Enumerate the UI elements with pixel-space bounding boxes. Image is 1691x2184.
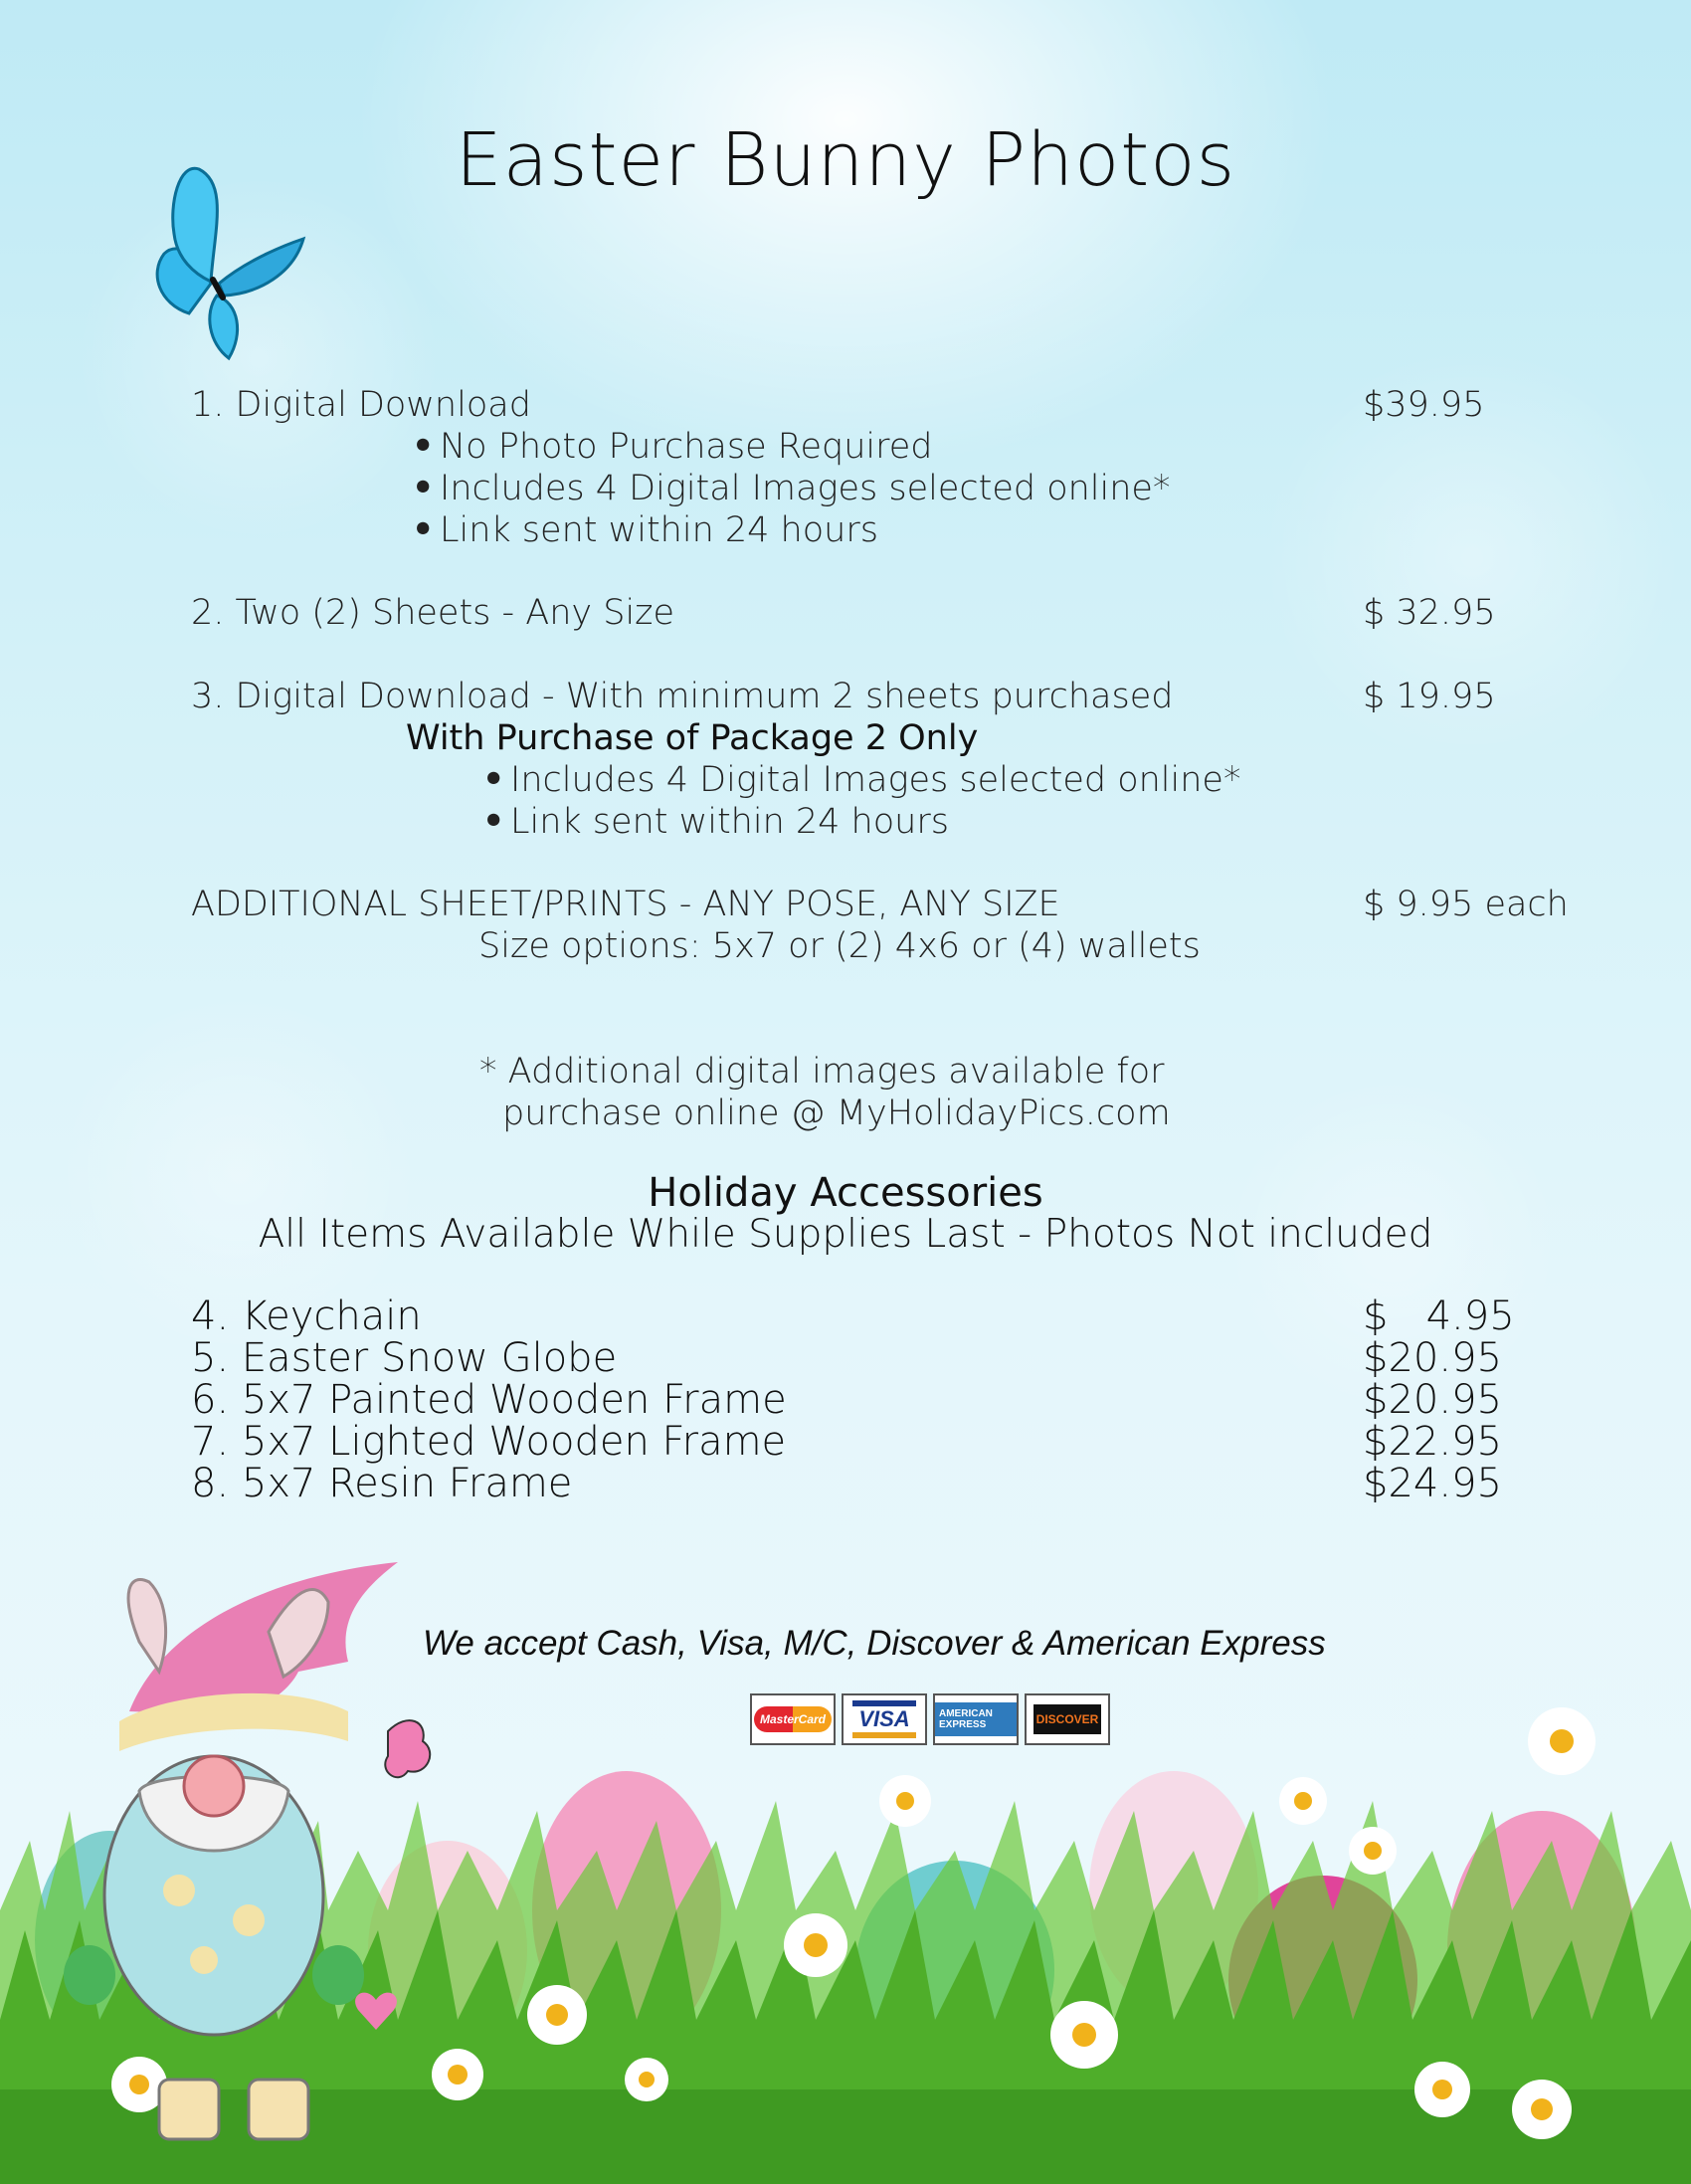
payment-accepted-text: We accept Cash, Visa, M/C, Discover & American Express (423, 1624, 1326, 1663)
package-1-bullet: • No Photo Purchase Required (412, 427, 933, 467)
package-3-bullet: • Includes 4 Digital Images selected online* (482, 760, 1240, 800)
additional-prints-title: ADDITIONAL SHEET/PRINTS - ANY POSE, ANY SIZE (191, 885, 1060, 924)
accessory-item: 6. 5x7 Painted Wooden Frame (191, 1377, 787, 1423)
accessory-price: $20.95 (1363, 1335, 1502, 1381)
additional-prints-price: $ 9.95 each (1363, 885, 1569, 924)
page-title: Easter Bunny Photos (455, 117, 1236, 203)
accessory-price: $22.95 (1363, 1419, 1502, 1465)
package-2-title: 2. Two (2) Sheets - Any Size (191, 593, 675, 633)
package-3-bullet: • Link sent within 24 hours (482, 802, 949, 842)
mastercard-icon: MasterCard (750, 1693, 836, 1745)
size-options: Size options: 5x7 or (2) 4x6 or (4) wallets (478, 926, 1201, 966)
note-line-2: purchase online @ MyHolidayPics.com (502, 1093, 1171, 1133)
discover-icon: DISCOVER (1025, 1693, 1110, 1745)
package-2-price: $ 32.95 (1363, 593, 1496, 633)
accessory-price: $20.95 (1363, 1377, 1502, 1423)
package-3-subtitle: With Purchase of Package 2 Only (406, 718, 979, 758)
note-line-1: * Additional digital images available for (479, 1052, 1165, 1092)
package-1-title: 1. Digital Download (191, 385, 531, 425)
payment-cards (750, 1693, 1110, 1745)
visa-icon: VISA (842, 1693, 927, 1745)
accessory-item: 4. Keychain (191, 1293, 422, 1339)
package-1-bullet: • Link sent within 24 hours (412, 510, 878, 550)
amex-icon: AMERICAN EXPRESS (933, 1693, 1019, 1745)
package-3-price: $ 19.95 (1363, 677, 1496, 716)
accessory-item: 8. 5x7 Resin Frame (191, 1461, 573, 1506)
accessory-price: $24.95 (1363, 1461, 1502, 1506)
accessory-price: $ 4.95 (1363, 1293, 1515, 1339)
package-1-price: $39.95 (1363, 385, 1485, 425)
package-3-title: 3. Digital Download - With minimum 2 sheets purchased (191, 677, 1174, 716)
accessories-subheading: All Items Available While Supplies Last - Photos Not included (258, 1212, 1433, 1257)
accessory-item: 5. Easter Snow Globe (191, 1335, 618, 1381)
package-1-bullet: • Includes 4 Digital Images selected online* (412, 469, 1170, 508)
accessories-heading: Holiday Accessories (648, 1170, 1043, 1216)
accessory-item: 7. 5x7 Lighted Wooden Frame (191, 1419, 787, 1465)
